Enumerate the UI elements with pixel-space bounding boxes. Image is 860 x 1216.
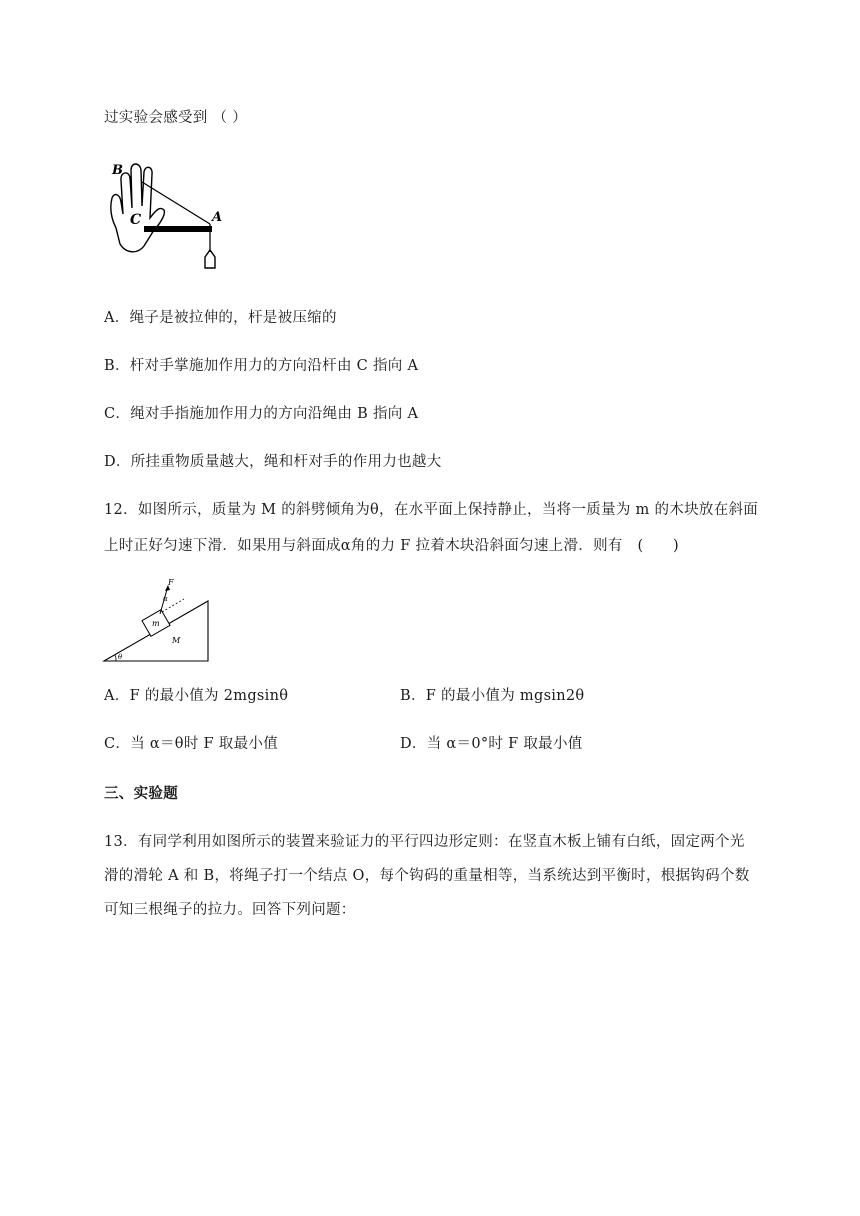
hand-figure-svg	[104, 158, 234, 274]
q12-stem-line1: 12．如图所示，质量为 M 的斜劈倾角为θ，在水平面上保持静止，当将一质量为 m 的木块放在斜面	[104, 502, 759, 518]
hanging-weight	[205, 250, 215, 268]
q13-line1: 13．有同学利用如图所示的装置来验证力的平行四边形定则：在竖直木板上铺有白纸，固定两个光	[104, 834, 745, 850]
label-c: C	[130, 212, 142, 228]
q12-stem-line2: 上时正好匀速下滑．如果用与斜面成α角的力 F 拉着木块沿斜面匀速上滑．则有 ( )	[104, 538, 679, 554]
label-theta: θ	[118, 653, 123, 661]
q11-hand-rope-rod-figure	[104, 158, 234, 274]
label-alpha: α	[163, 595, 168, 603]
section-3-title: 三、实验题	[104, 786, 178, 802]
incline-figure-svg	[102, 576, 214, 666]
label-big-m: M	[172, 636, 181, 645]
q12-option-b: B．F 的最小值为 mgsin2θ	[400, 688, 585, 704]
q13-line3: 可知三根绳子的拉力。回答下列问题：	[104, 902, 356, 918]
label-a: A	[212, 210, 223, 225]
q12-option-c: C．当 α＝θ时 F 取最小值	[104, 736, 279, 752]
q12-incline-figure	[102, 576, 214, 666]
q11-intro-tail: 过实验会感受到 （ ）	[104, 110, 248, 126]
rope-line	[142, 182, 210, 224]
label-b: B	[112, 163, 123, 178]
q11-option-b: B．杆对手掌施加作用力的方向沿杆由 C 指向 A	[104, 358, 419, 374]
q12-option-a: A．F 的最小值为 2mgsinθ	[104, 688, 289, 704]
theta-arc	[115, 655, 116, 661]
q11-option-a: A．绳子是被拉伸的，杆是被压缩的	[104, 310, 337, 326]
label-f: F	[168, 578, 174, 587]
rod-bar	[144, 226, 212, 232]
q11-option-d: D．所挂重物质量越大，绳和杆对手的作用力也越大	[104, 454, 442, 470]
q11-option-c: C．绳对手指施加作用力的方向沿绳由 B 指向 A	[104, 406, 419, 422]
label-m: m	[152, 619, 160, 628]
q12-option-d: D．当 α＝0°时 F 取最小值	[400, 736, 583, 752]
q13-line2: 滑的滑轮 A 和 B，将绳子打一个结点 O，每个钩码的重量相等，当系统达到平衡时，根据钩码个数	[104, 868, 750, 884]
